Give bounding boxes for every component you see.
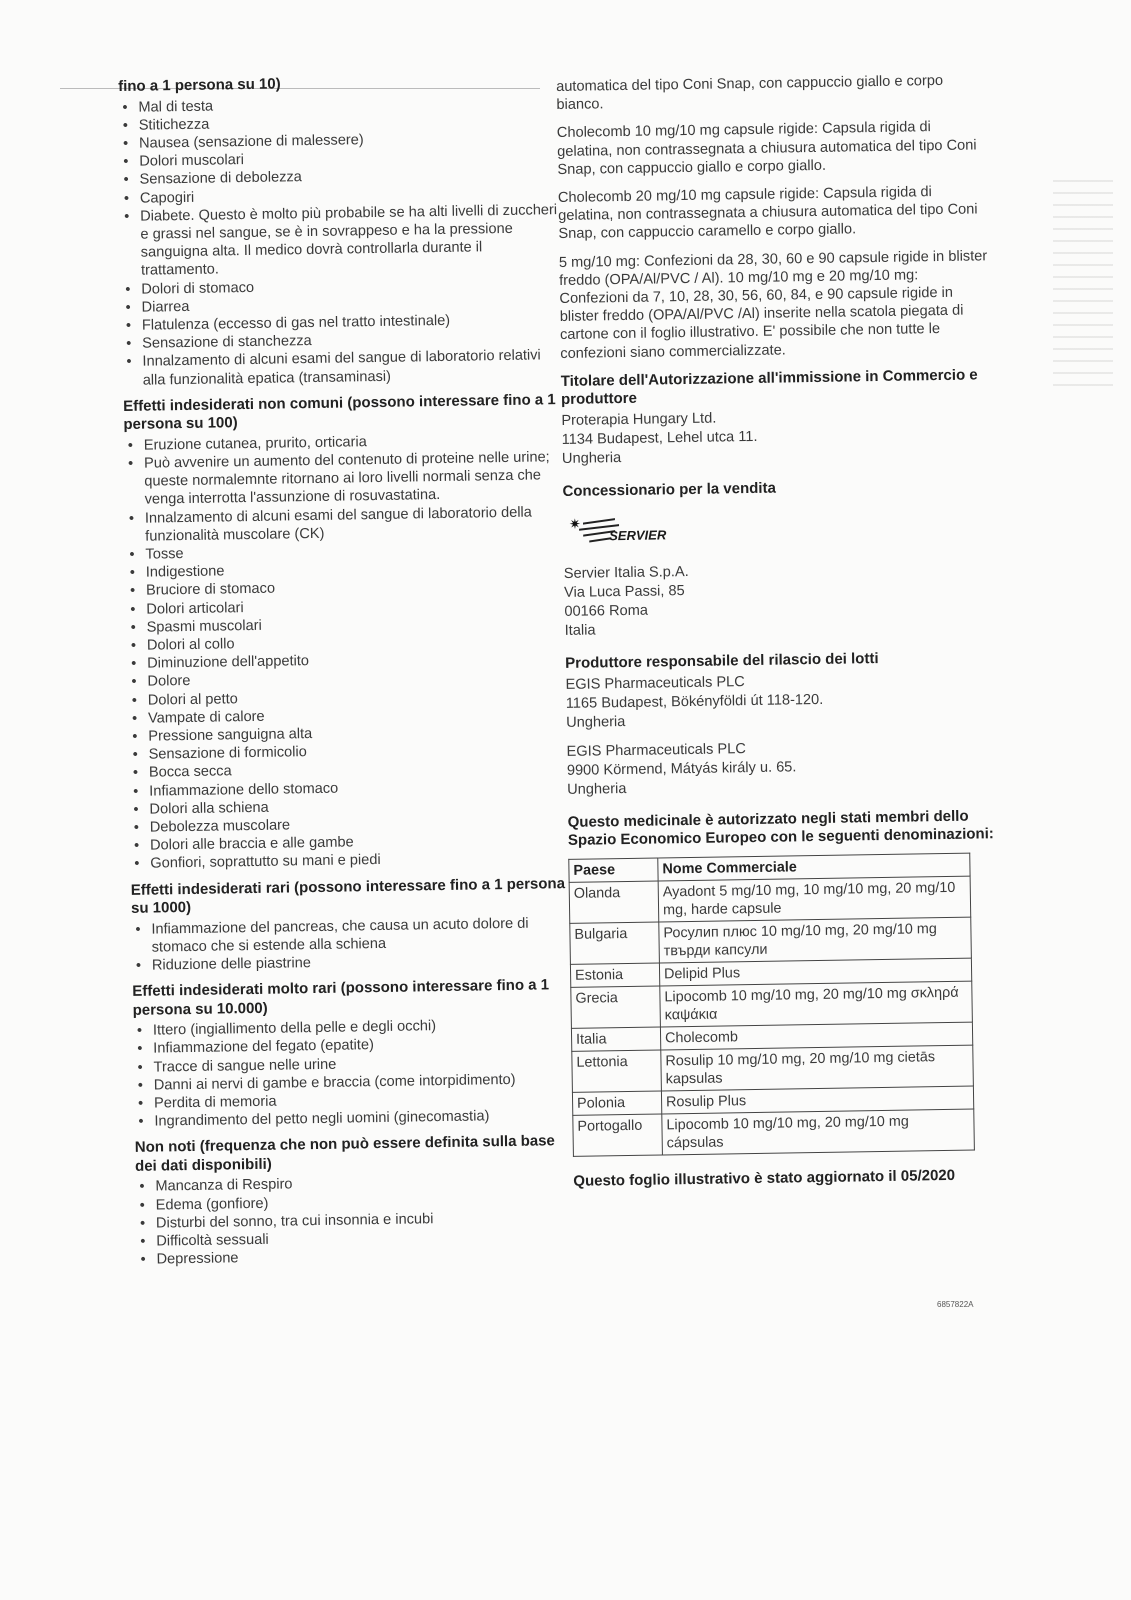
list-item: • Danni ai nervi di gambe e braccia (come intorpidimento) <box>134 1070 574 1095</box>
unknown-effects-heading: Non noti (frequenza che non può essere definita sulla base dei dati disponibili) <box>134 1132 555 1175</box>
list-item: • Pressione sanguigna alta <box>128 721 568 746</box>
list-item: • Dolori alla schiena <box>129 794 569 819</box>
batch-release-address-2 <box>566 736 997 800</box>
pack-sizes: 5 mg/10 mg: Confezioni da 28, 30, 60 e 90 capsule rigide in blister freddo (OPA/Al/PVC / Al). 10 mg/10 mg e 20 mg/10 mg: Confezioni da 7, 10, 28, 30, 56, 60, 84, e 90 capsule rigide in blister freddo (OPA/Al/PVC /Al) inserite nella scatola piegata di cartone con il foglio illustrativo. E' possibile che non tutte le confezioni siano commercializzate. <box>558 247 988 362</box>
list-item: • Disturbi del sonno, tra cui insonnia e incubi <box>136 1208 576 1233</box>
trade-name-cell: Rosulip 10 mg/10 mg, 20 mg/10 mg cietās kapsulas <box>661 1045 974 1091</box>
list-item: • Infiammazione del pancreas, che causa un acuto dolore di stomaco che si estende alla schiena <box>131 914 572 957</box>
holder-address <box>561 405 992 469</box>
address-line: 1134 Budapest, Lehel utca 11. <box>561 428 758 448</box>
table-row <box>569 876 971 923</box>
address-line: Servier Italia S.p.A. <box>563 564 689 583</box>
list-item: • Innalzamento di alcuni esami del sangue di laboratorio relativi alla funzionalità epatica (transaminasi) <box>122 346 563 389</box>
right-column <box>556 71 1003 1193</box>
capsule-10mg-description: Cholecomb 10 mg/10 mg capsule rigide: Capsula rigida di gelatina, non contrassegnata a chiusura automatica del tipo Coni Snap, con cappuccio giallo e corpo giallo. <box>556 119 977 178</box>
list-item: • Sensazione di debolezza <box>119 164 559 189</box>
list-item: • Dolori al collo <box>127 630 567 655</box>
list-item: • Dolori muscolari <box>119 146 559 171</box>
trade-name-cell: Delipid Plus <box>659 958 971 986</box>
list-item: • Dolori articolari <box>126 594 566 619</box>
list-item: • Flatulenza (eccesso di gas nel tratto intestinale) <box>122 310 562 335</box>
batch-release-address-1 <box>565 669 996 733</box>
list-item: • Infiammazione del fegato (epatite) <box>133 1033 573 1058</box>
country-cell: Estonia <box>570 963 659 987</box>
list-item: • Ittero (ingiallimento della pelle e degli occhi) <box>133 1015 573 1040</box>
updated-heading: Questo foglio illustrativo è stato aggiornato il 05/2020 <box>573 1166 956 1190</box>
address-line: 9900 Körmend, Mátyás király u. 65. <box>566 759 797 779</box>
table-body <box>569 876 974 1156</box>
list-item: • Diabete. Questo è molto più probabile se ha alti livelli di zuccheri e grassi nel sangue, se è in sovrappeso e ha la pressione sanguigna alta. Il medico dovrà controllarla durante il trattamento. <box>120 201 561 281</box>
address-line: Italia <box>564 622 596 640</box>
list-item: • Dolori alle braccia e alle gambe <box>130 830 570 855</box>
list-item: • Infiammazione dello stomaco <box>129 776 569 801</box>
list-item: • Vampate di calore <box>128 703 568 728</box>
country-cell: Grecia <box>571 986 661 1028</box>
list-item: • Spasmi muscolari <box>126 612 566 637</box>
batch-release-heading: Produttore responsabile del rilascio dei lotti <box>565 650 879 673</box>
common-effects-heading-tail: fino a 1 persona su 10) <box>118 75 281 95</box>
list-item: • Gonfiori, soprattutto su mani e piedi <box>130 848 570 873</box>
table-row <box>571 981 973 1028</box>
address-line: Proterapia Hungary Ltd. <box>561 410 717 429</box>
address-line: Ungheria <box>561 449 622 467</box>
list-item: • Perdita di memoria <box>134 1088 574 1113</box>
list-item: • Dolori di stomaco <box>121 274 561 299</box>
list-item: • Indigestione <box>126 557 566 582</box>
list-item: • Diminuzione dell'appetito <box>127 648 567 673</box>
list-item: • Dolori al petto <box>128 685 568 710</box>
list-item: • Depressione <box>136 1244 576 1269</box>
unknown-effects-list <box>135 1171 576 1269</box>
table-row <box>570 917 972 964</box>
list-item: • Diarrea <box>121 292 561 317</box>
list-item: • Tosse <box>125 539 565 564</box>
list-item: • Bocca secca <box>129 757 569 782</box>
address-line: EGIS Pharmaceuticals PLC <box>565 673 745 693</box>
list-item: • Bruciore di stomaco <box>126 575 566 600</box>
list-item: • Riduzione delle piastrine <box>132 950 572 975</box>
list-item: • Innalzamento di alcuni esami del sangue di laboratorio della funzionalità muscolare (CK) <box>125 503 566 546</box>
list-item: • Capogiri <box>120 183 560 208</box>
list-item: • Sensazione di stanchezza <box>122 328 562 353</box>
common-effects-list <box>118 92 563 390</box>
list-item: • Ingrandimento del petto negli uomini (ginecomastia) <box>134 1106 574 1131</box>
trade-name-cell: Росулип плюс 10 mg/10 mg, 20 mg/10 mg твърди капсули <box>659 917 972 963</box>
left-column <box>118 71 577 1269</box>
list-item: • Mal di testa <box>118 92 558 117</box>
list-item: • Può avvenire un aumento del contenuto di proteine nelle urine; queste normalemnte ritornano ai loro livelli normali senza che venga interrotta l'assunzione di rosuvastatina. <box>124 448 565 510</box>
list-item: • Eruzione cutanea, prurito, orticaria <box>124 430 564 455</box>
rare-effects-list <box>131 914 572 976</box>
address-line: 00166 Roma <box>564 602 649 621</box>
address-line: Ungheria <box>566 713 626 731</box>
list-item: • Mancanza di Respiro <box>135 1171 575 1196</box>
table-row <box>572 1045 974 1092</box>
table-row <box>573 1109 975 1156</box>
country-cell: Olanda <box>569 881 659 923</box>
country-cell: Lettonia <box>572 1050 662 1092</box>
footer-code: 6857822A <box>937 1300 974 1309</box>
list-item: • Nausea (sensazione di malessere) <box>119 128 559 153</box>
country-cell: Bulgaria <box>570 922 660 964</box>
address-line: 1165 Budapest, Bökényföldi út 118-120. <box>565 691 824 712</box>
capsule-5mg-description: automatica del tipo Coni Snap, con cappuccio giallo e corpo bianco. <box>556 72 944 114</box>
servier-logo-text: SERVIER <box>609 527 667 544</box>
capsule-20mg-description: Cholecomb 20 mg/10 mg capsule rigide: Capsula rigida di gelatina, non contrassegnata a chiusura automatica del tipo Coni Snap, con cappuccio caramello e corpo giallo. <box>557 184 978 243</box>
country-cell: Portogallo <box>573 1114 663 1156</box>
table-header-country: Paese <box>569 858 658 882</box>
address-line: EGIS Pharmaceuticals PLC <box>566 740 746 760</box>
list-item: • Difficoltà sessuali <box>136 1226 576 1251</box>
eea-names-table <box>568 852 975 1156</box>
list-item: • Debolezza muscolare <box>130 812 570 837</box>
list-item: • Dolore <box>127 666 567 691</box>
country-cell: Polonia <box>572 1091 661 1115</box>
trade-name-cell: Lipocomb 10 mg/10 mg, 20 mg/10 mg σκληρά καψάκια <box>660 981 973 1027</box>
dealer-address <box>564 559 995 642</box>
list-item: • Edema (gonfiore) <box>136 1190 576 1215</box>
dealer-heading: Concessionario per la vendita <box>562 479 777 500</box>
very-rare-effects-list <box>133 1015 575 1131</box>
list-item: • Tracce di sangue nelle urine <box>133 1052 573 1077</box>
svg-text:✷: ✷ <box>568 517 581 534</box>
trade-name-cell: Cholecomb <box>660 1022 972 1050</box>
bleed-through-text <box>1053 180 1113 390</box>
table-header-name: Nome Commerciale <box>658 853 970 881</box>
trade-name-cell: Rosulip Plus <box>661 1086 973 1114</box>
address-line: Via Luca Passi, 85 <box>563 583 685 602</box>
address-line: Ungheria <box>567 780 627 798</box>
uncommon-effects-heading: Effetti indesiderati non comuni (possono interessare fino a 1 persona su 100) <box>123 390 556 434</box>
eea-heading: Questo medicinale è autorizzato negli stati membri dello Spazio Economico Europeo con le seguenti denominazioni: <box>567 807 994 850</box>
uncommon-effects-list <box>124 430 571 874</box>
servier-logo <box>565 505 994 552</box>
country-cell: Italia <box>571 1027 660 1051</box>
trade-name-cell: Ayadont 5 mg/10 mg, 10 mg/10 mg, 20 mg/10 mg, harde capsule <box>658 876 971 922</box>
list-item: • Stitichezza <box>119 110 559 135</box>
very-rare-effects-heading: Effetti indesiderati molto rari (possono interessare fino a 1 persona su 10.000) <box>132 976 550 1019</box>
rare-effects-heading: Effetti indesiderati rari (possono interessare fino a 1 persona su 1000) <box>130 874 566 918</box>
list-item: • Sensazione di formicolio <box>128 739 568 764</box>
holder-heading: Titolare dell'Autorizzazione all'immissione in Commercio e produttore <box>560 366 978 409</box>
trade-name-cell: Lipocomb 10 mg/10 mg, 20 mg/10 mg cápsulas <box>662 1109 975 1155</box>
